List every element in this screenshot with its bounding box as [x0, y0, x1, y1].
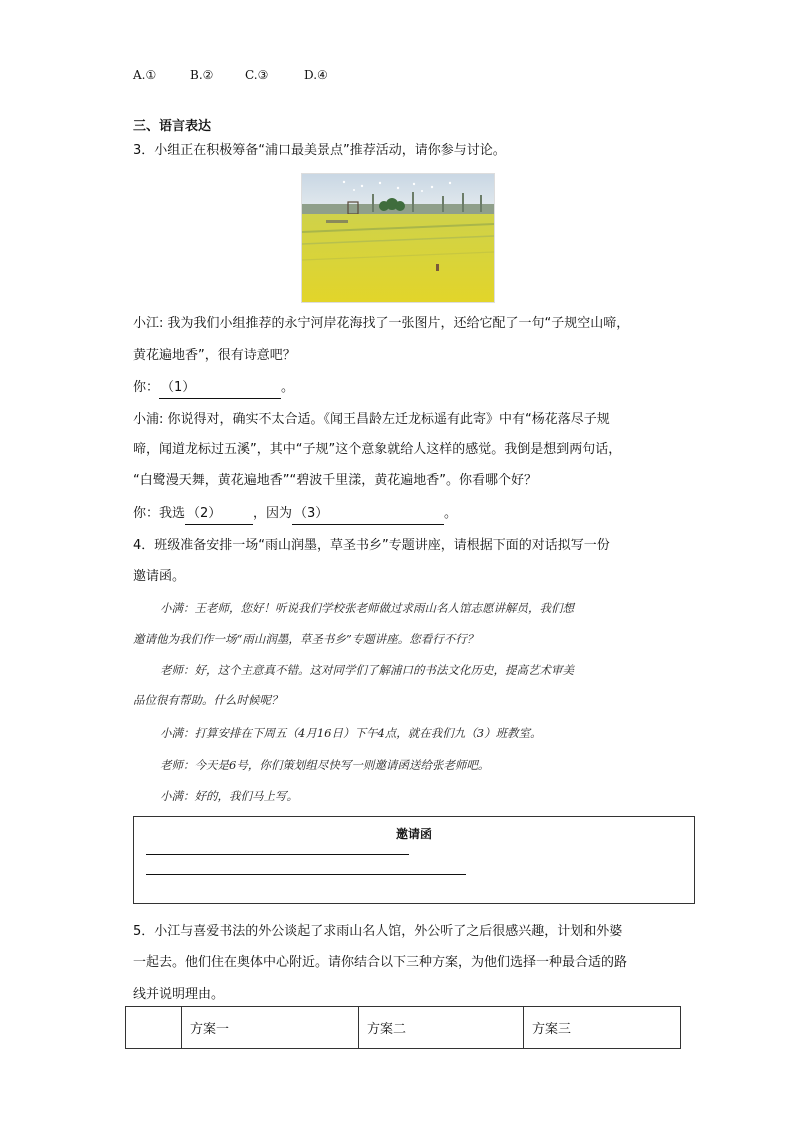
plan-three-header: 方案三	[524, 1007, 681, 1049]
invitation-title: 邀请函	[395, 827, 432, 841]
question-3-prompt: 3．小组正在积极筹备“浦口最美景点”推荐活动，请你参与讨论。	[133, 143, 506, 158]
section-heading: 三、语言表达	[133, 119, 212, 134]
choice-a[interactable]: A.①	[133, 68, 157, 82]
rapeseed-field-image	[302, 174, 494, 302]
dialog-line-2: 邀请他为我们作一场“雨山润墨，草圣书乡”专题讲座。您看行不行？	[133, 632, 479, 646]
because-label: ，因为	[253, 506, 293, 521]
question-4-prompt-line-2: 邀请函。	[133, 569, 186, 584]
plan-two-header: 方案二	[359, 1007, 524, 1049]
period-2: 。	[444, 506, 458, 521]
choice-b[interactable]: B.②	[190, 68, 214, 82]
dialog-line-4: 品位很有帮助。什么时候呢？	[133, 693, 283, 707]
question-5-line-1: 5．小江与喜爱书法的外公谈起了求雨山名人馆，外公听了之后很感兴趣，计划和外婆	[133, 924, 623, 939]
invitation-writing-line-1[interactable]	[146, 854, 409, 855]
table-row	[126, 1007, 681, 1049]
rapeseed-field-photo	[301, 173, 495, 303]
choice-c[interactable]: C.③	[245, 68, 269, 82]
blank-1[interactable]: （1）	[159, 378, 281, 399]
question-5-line-3: 线并说明理由。	[133, 987, 225, 1002]
dialog-line-5: 小满：打算安排在下周五（4月16日）下午4点，就在我们九（3）班教室。	[160, 726, 542, 740]
xiaopu-line-1: 小浦: 你说得对，确实不太合适。《闻王昌龄左迁龙标遥有此寄》中有“杨花落尽子规	[133, 412, 610, 427]
dialog-line-3: 老师：好，这个主意真不错。这对同学们了解浦口的书法文化历史，提高艺术审美	[160, 663, 574, 677]
invitation-writing-line-2[interactable]	[146, 874, 466, 875]
invitation-box	[133, 816, 695, 904]
you-choose-label: 你：我选	[133, 506, 186, 521]
choice-d[interactable]: D.④	[304, 68, 328, 82]
question-5-line-2: 一起去。他们住在奥体中心附近。请你结合以下三种方案，为他们选择一种最合适的路	[133, 955, 628, 970]
dialog-line-7: 小满：好的，我们马上写。	[160, 789, 298, 803]
answer-line-1	[133, 378, 294, 399]
xiaopu-line-3: “白鹭漫天舞，黄花遍地香”“碧波千里漾，黄花遍地香”。你看哪个好？	[133, 473, 537, 488]
plan-table	[125, 1006, 681, 1049]
xiaojiang-line-2: 黄花遍地香”，很有诗意吧？	[133, 348, 296, 363]
blank-3[interactable]: （3）	[292, 504, 444, 525]
you-label: 你：	[133, 380, 160, 395]
table-corner-cell	[126, 1007, 182, 1049]
period-1: 。	[281, 380, 295, 395]
xiaojiang-line-1: 小江: 我为我们小组推荐的永宁河岸花海找了一张图片，还给它配了一句“子规空山啼，	[133, 316, 630, 331]
blank-2[interactable]: （2）	[185, 504, 253, 525]
xiaopu-line-2: 啼，闻道龙标过五溪”，其中“子规”这个意象就给人这样的感觉。我倒是想到两句话，	[133, 442, 622, 457]
answer-line-2	[133, 504, 457, 525]
dialog-line-1: 小满：王老师，您好！听说我们学校张老师做过求雨山名人馆志愿讲解员，我们想	[160, 601, 574, 615]
plan-one-header: 方案一	[182, 1007, 359, 1049]
question-4-prompt-line-1: 4．班级准备安排一场“雨山润墨，草圣书乡”专题讲座，请根据下面的对话拟写一份	[133, 538, 610, 553]
dialog-line-6: 老师：今天是6号，你们策划组尽快写一则邀请函送给张老师吧。	[160, 758, 490, 772]
